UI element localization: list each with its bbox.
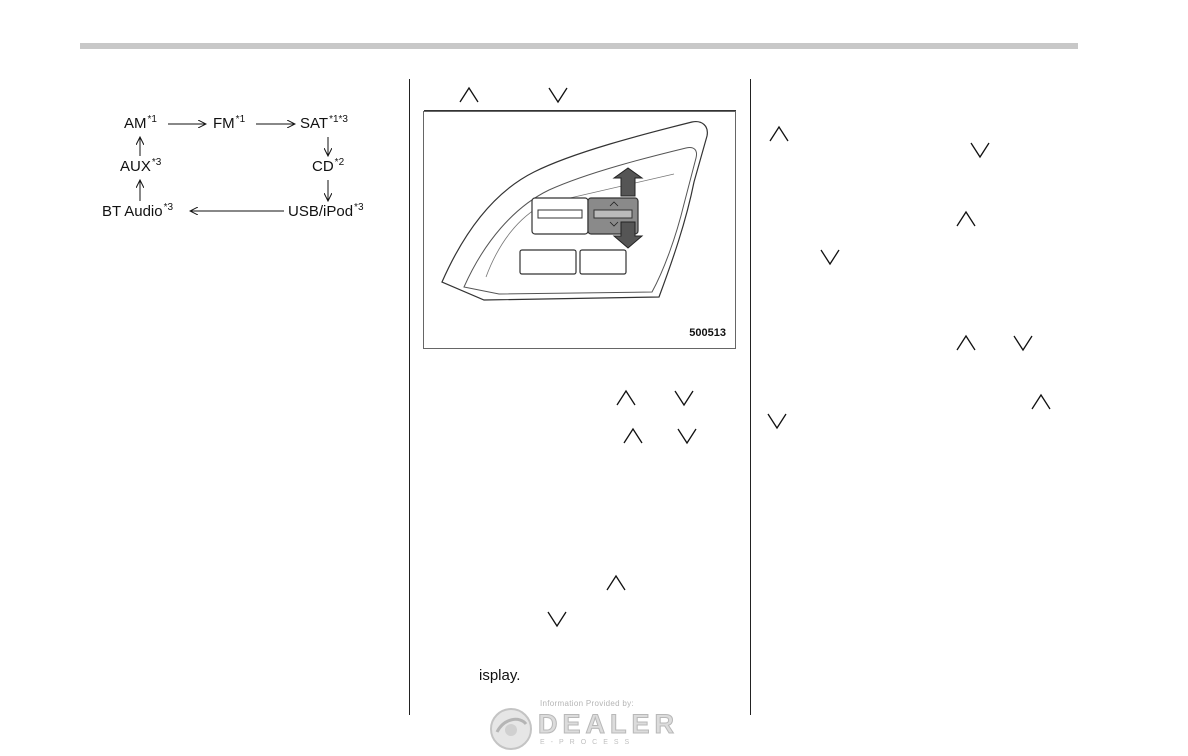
node-bt-audio: BT Audio$^{*3}$: [102, 202, 174, 220]
chevron-down-icon: [546, 610, 568, 628]
chevron-up-icon: [1030, 393, 1052, 411]
node-usb-ipod: USB/iPod$^{*3}$: [288, 202, 364, 220]
chevron-down-icon: [969, 141, 991, 159]
chevron-up-icon: [955, 334, 977, 352]
steering-switch-figure: [423, 111, 736, 349]
watermark-brand: DEALER: [538, 709, 680, 739]
chevron-down-icon: [673, 389, 695, 407]
chevron-up-icon: [622, 427, 644, 445]
figure-id: 500513: [689, 327, 726, 339]
chevron-down-icon: [676, 427, 698, 445]
watermark-caption: Information Provided by:: [540, 699, 634, 708]
node-am: AM$^{*1}$: [124, 114, 157, 132]
node-fm: FM$^{*1}$: [213, 114, 246, 132]
dealer-logo-icon: [488, 706, 534, 752]
body-text-fragment: isplay.: [479, 667, 521, 684]
cycle-arrows: [0, 0, 400, 240]
node-sat: $SAT^{*1*3}$: [300, 114, 348, 132]
chevron-down-icon: [766, 412, 788, 430]
chevron-down-icon: [1012, 334, 1034, 352]
chevron-up-icon: [768, 125, 790, 143]
chevron-up-icon: [605, 574, 627, 592]
watermark-subtitle: E-PROCESS: [540, 739, 636, 746]
chevron-up-icon: [615, 389, 637, 407]
column-divider-right: [750, 79, 751, 715]
column-divider-left: [409, 79, 410, 715]
chevron-down-icon: [819, 248, 841, 266]
node-aux: AUX$^{*3}$: [120, 157, 162, 175]
dealer-watermark: [488, 698, 688, 754]
chevron-down-icon: [547, 86, 569, 104]
chevron-up-icon: [955, 210, 977, 228]
node-cd: CD$^{*2}$: [312, 157, 345, 175]
steering-switch-illustration: [424, 112, 736, 349]
chevron-up-icon: [458, 86, 480, 104]
